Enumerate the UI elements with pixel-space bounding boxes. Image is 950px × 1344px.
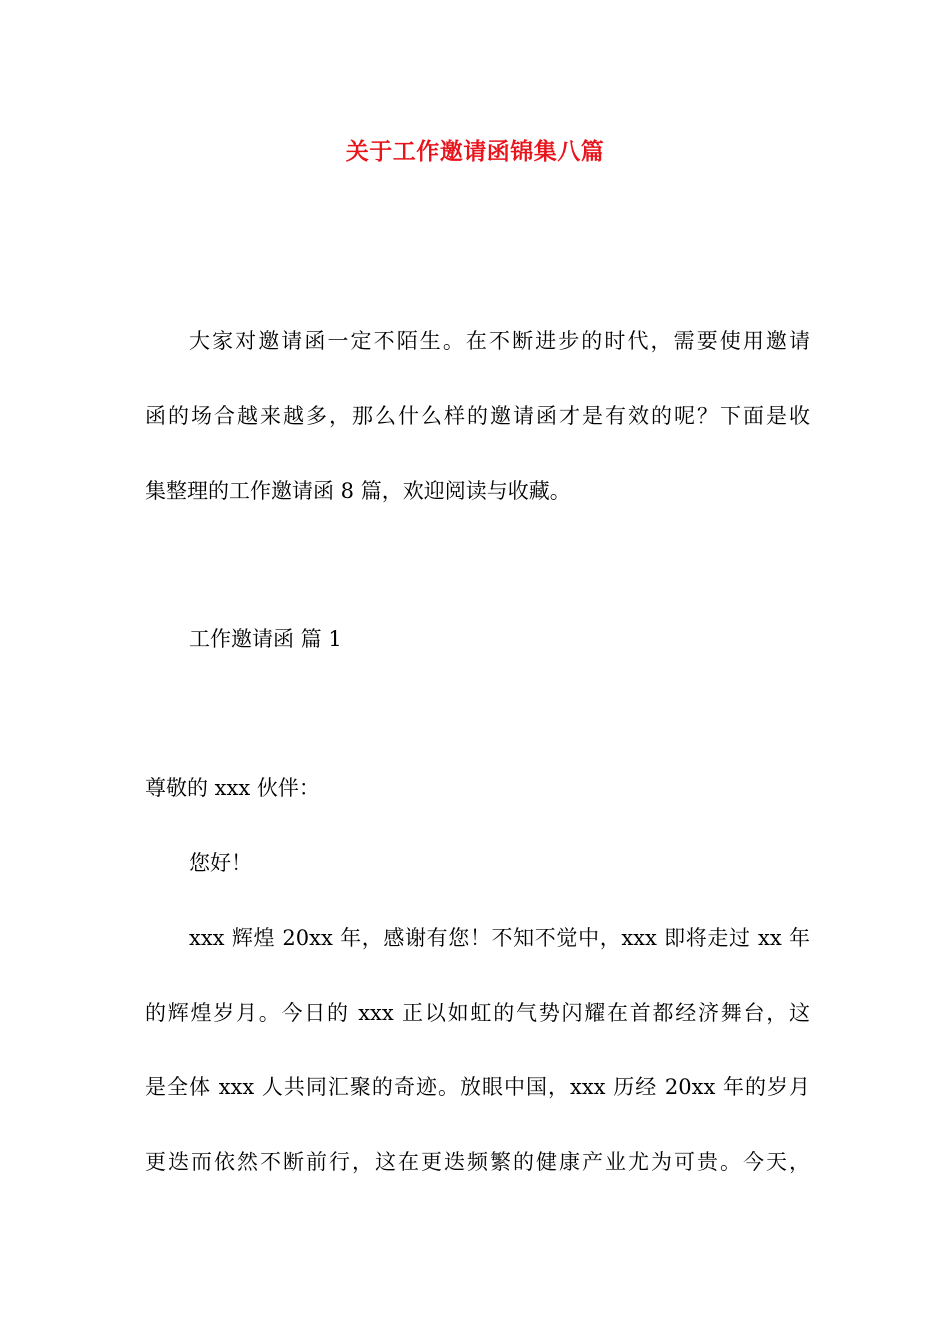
intro-line-3: 集整理的工作邀请函 8 篇，欢迎阅读与收藏。 <box>145 479 571 503</box>
intro-line-2: 函的场合越来越多，那么什么样的邀请函才是有效的呢？下面是收 <box>145 404 810 428</box>
intro-line-1: 大家对邀请函一定不陌生。在不断进步的时代，需要使用邀请 <box>189 329 810 353</box>
body-line-2: 的辉煌岁月。今日的 xxx 正以如虹的气势闪耀在首都经济舞台，这 <box>145 1001 810 1025</box>
section-heading: 工作邀请函 篇 1 <box>189 627 342 651</box>
document-title: 关于工作邀请函锦集八篇 <box>345 139 605 165</box>
salutation: 尊敬的 xxx 伙伴： <box>145 776 320 800</box>
body-line-1: xxx 辉煌 20xx 年，感谢有您！不知不觉中，xxx 即将走过 xx 年 <box>189 926 810 950</box>
body-line-4: 更迭而依然不断前行，这在更迭频繁的健康产业尤为可贵。今天， <box>145 1150 810 1174</box>
body-line-3: 是全体 xxx 人共同汇聚的奇迹。放眼中国，xxx 历经 20xx 年的岁月 <box>145 1075 810 1099</box>
greeting: 您好！ <box>189 851 252 875</box>
